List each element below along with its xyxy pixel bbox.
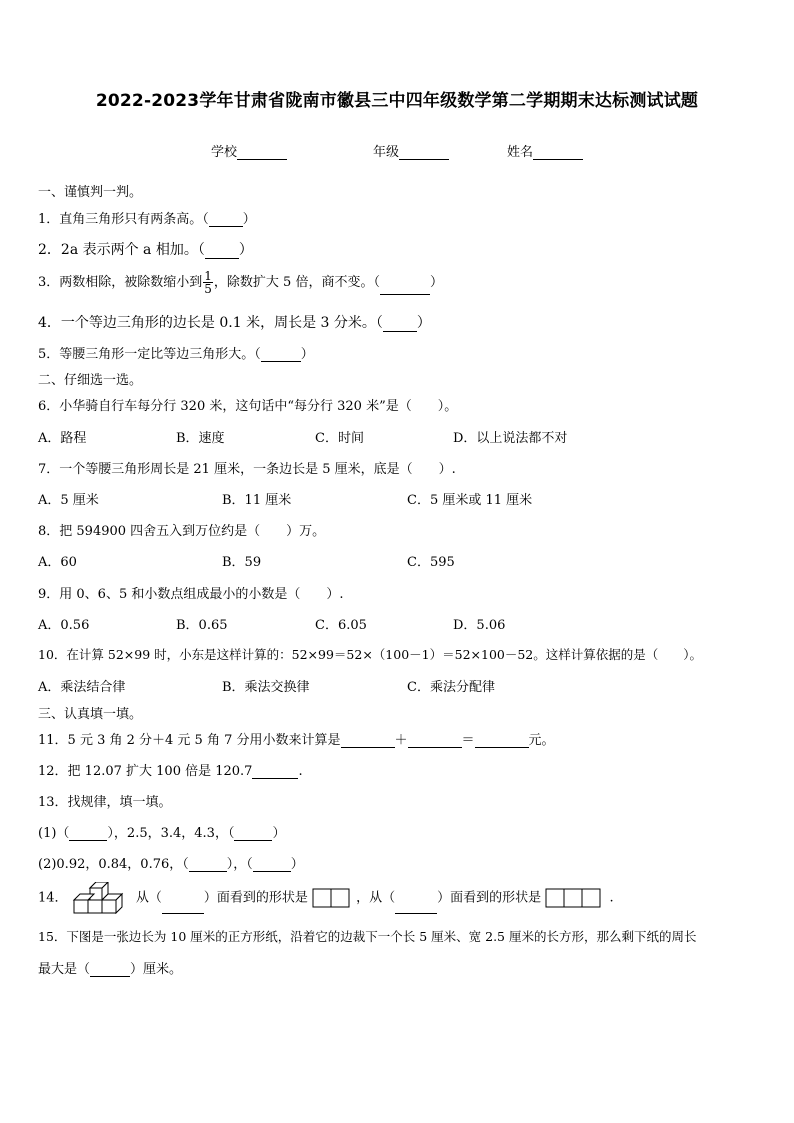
q10-option-b[interactable]: B．乘法交换律 bbox=[222, 680, 310, 695]
fraction-one-fifth: $\frac{1}{5}$ bbox=[204, 269, 212, 296]
question-14: 14． 从（ ）面看到的形状是 ，从（ ）面看到的形状是 . bbox=[38, 882, 614, 914]
school-field[interactable] bbox=[211, 141, 287, 160]
name-label: 姓名 bbox=[507, 145, 534, 160]
answer-blank-11b[interactable] bbox=[408, 735, 462, 748]
answer-blank-3[interactable] bbox=[380, 282, 430, 295]
question-10: 10．在计算 52×99 时，小东是这样计算的：52×99＝52×（100－1）＝52×100－52。这样计算依据的是（ ）。 bbox=[38, 647, 703, 662]
question-3: 3．两数相除，被除数缩小到 $\frac{1}{5}$ ，除数扩大 5 倍，商不变。（ ） bbox=[38, 269, 443, 296]
q9-option-b[interactable]: B．0.65 bbox=[176, 618, 228, 633]
section-heading-3: 三、认真填一填。 bbox=[38, 707, 143, 722]
answer-blank-14a[interactable] bbox=[162, 901, 204, 914]
school-label: 学校 bbox=[211, 145, 238, 160]
question-11: 11．5 元 3 角 2 分＋4 元 5 角 7 分用小数来计算是 ＋ ＝ 元。 bbox=[38, 733, 555, 748]
question-15-line-2: 最大是（ ）厘米。 bbox=[38, 962, 183, 977]
grade-label: 年级 bbox=[373, 145, 400, 160]
q6-option-c[interactable]: C．时间 bbox=[315, 431, 364, 446]
q9-option-c[interactable]: C．6.05 bbox=[315, 618, 367, 633]
question-1: 1．直角三角形只有两条高。（ ） bbox=[38, 212, 256, 227]
three-square-shape bbox=[545, 888, 605, 908]
answer-blank-13-1a[interactable] bbox=[69, 828, 107, 841]
question-13-part-2: (2)0.92，0.84，0.76，（ ），（ ） bbox=[38, 857, 304, 872]
q7-option-c[interactable]: C．5 厘米或 11 厘米 bbox=[407, 493, 533, 508]
question-5: 5．等腰三角形一定比等边三角形大。（ ） bbox=[38, 347, 314, 362]
question-8: 8．把 594900 四舍五入到万位约是（ ）万。 bbox=[38, 524, 326, 539]
question-13: 13．找规律，填一填。 bbox=[38, 795, 172, 810]
question-4: 4．一个等边三角形的边长是 0.1 米，周长是 3 分米。（ ） bbox=[38, 315, 431, 331]
q9-option-a[interactable]: A．0.56 bbox=[38, 618, 90, 633]
answer-blank-2[interactable] bbox=[205, 246, 239, 259]
q10-option-c[interactable]: C．乘法分配律 bbox=[407, 680, 495, 695]
name-blank[interactable] bbox=[533, 147, 583, 160]
q8-option-b[interactable]: B．59 bbox=[222, 555, 262, 570]
school-blank[interactable] bbox=[237, 147, 287, 160]
q8-option-c[interactable]: C．595 bbox=[407, 555, 455, 570]
cube-stack-figure bbox=[72, 882, 132, 914]
answer-blank-13-2b[interactable] bbox=[253, 859, 291, 872]
q6-option-a[interactable]: A．路程 bbox=[38, 431, 87, 446]
question-12: 12．把 12.07 扩大 100 倍是 120.7 . bbox=[38, 764, 303, 779]
two-square-shape bbox=[312, 888, 352, 908]
q6-option-b[interactable]: B．速度 bbox=[176, 431, 225, 446]
section-heading-1: 一、谨慎判一判。 bbox=[38, 185, 143, 200]
answer-blank-11c[interactable] bbox=[475, 735, 529, 748]
q8-option-a[interactable]: A．60 bbox=[38, 555, 77, 570]
grade-blank[interactable] bbox=[399, 147, 449, 160]
answer-blank-11a[interactable] bbox=[341, 735, 395, 748]
answer-blank-12[interactable] bbox=[252, 766, 298, 779]
name-field[interactable] bbox=[507, 141, 583, 160]
page-title: 2022-2023学年甘肃省陇南市徽县三中四年级数学第二学期期末达标测试试题 bbox=[95, 91, 699, 111]
q7-option-a[interactable]: A．5 厘米 bbox=[38, 493, 99, 508]
answer-blank-14b[interactable] bbox=[395, 901, 437, 914]
question-7: 7．一个等腰三角形周长是 21 厘米，一条边长是 5 厘米，底是（ ）. bbox=[38, 462, 456, 477]
q6-option-d[interactable]: D．以上说法都不对 bbox=[453, 431, 568, 446]
answer-blank-4[interactable] bbox=[383, 319, 417, 332]
section-heading-2: 二、仔细选一选。 bbox=[38, 373, 143, 388]
grade-field[interactable] bbox=[373, 141, 449, 160]
question-15-line-1: 15．下图是一张边长为 10 厘米的正方形纸，沿着它的边裁下一个长 5 厘米、宽 2.5 厘米的长方形，那么剩下纸的周长 bbox=[38, 929, 697, 944]
question-6: 6．小华骑自行车每分行 320 米，这句话中“每分行 320 米”是（ ）。 bbox=[38, 399, 458, 414]
q9-option-d[interactable]: D．5.06 bbox=[453, 618, 506, 633]
answer-blank-15[interactable] bbox=[90, 964, 130, 977]
answer-blank-13-2a[interactable] bbox=[189, 859, 227, 872]
q10-option-a[interactable]: A．乘法结合律 bbox=[38, 680, 126, 695]
question-9: 9．用 0、6、5 和小数点组成最小的小数是（ ）. bbox=[38, 587, 344, 602]
answer-blank-1[interactable] bbox=[209, 214, 243, 227]
question-2: 2．2a 表示两个 a 相加。（ ） bbox=[38, 242, 253, 258]
question-13-part-1: (1)（ ），2.5，3.4，4.3，（ ） bbox=[38, 826, 286, 841]
answer-blank-13-1b[interactable] bbox=[234, 828, 272, 841]
answer-blank-5[interactable] bbox=[261, 349, 301, 362]
q7-option-b[interactable]: B．11 厘米 bbox=[222, 493, 292, 508]
